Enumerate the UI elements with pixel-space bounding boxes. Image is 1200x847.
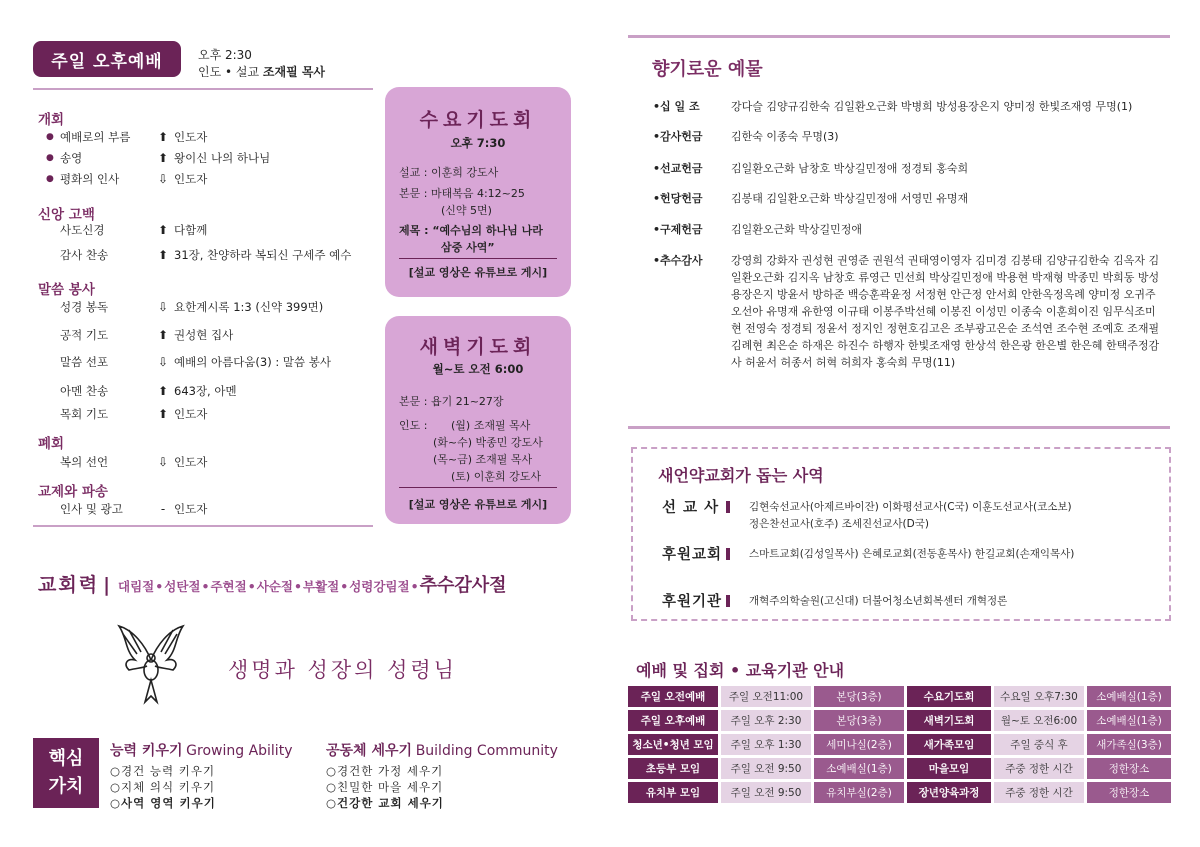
text-value: 마태복음 4:12~25 <box>430 187 525 200</box>
offering-type: •선교헌금 <box>653 162 703 175</box>
dawn-lead-3: (목~금) 조재필 목사 <box>433 453 533 466</box>
schedule-cell: 마을모임 <box>907 758 991 779</box>
schedule-cell: 유치부 모임 <box>628 782 718 803</box>
schedule-row <box>628 734 1171 755</box>
leader-name: 조재필 목사 <box>262 65 326 79</box>
order-row <box>46 500 207 518</box>
mission-bar <box>726 501 730 513</box>
row-label: 말씀 선포 <box>60 355 109 369</box>
mission-line1: 김현숙선교사(아제르바이잔) 이화평선교사(C국) 이훈도선교사(코소보) <box>749 501 1072 513</box>
dawn-lead-label: 인도 : <box>399 419 428 432</box>
schedule-cell: 수요기도회 <box>907 686 991 707</box>
dawn-lead-4: (토) 이훈희 강도사 <box>451 470 541 483</box>
row-bullet: ● <box>46 174 54 184</box>
schedule-cell: 주일 중식 후 <box>994 734 1084 755</box>
row-label: 공적 기도 <box>60 328 109 342</box>
schedule-cell: 주일 오후 1:30 <box>721 734 811 755</box>
section-title-0: 개회 <box>38 112 65 128</box>
section-title-4: 교제와 파송 <box>38 484 108 500</box>
row-value: 왕이신 나의 하나님 <box>174 151 271 165</box>
mission-top-dash <box>631 447 1171 449</box>
row-mark: ⇩ <box>157 300 169 314</box>
offering-row <box>653 128 1161 145</box>
offerings-bottom-rule <box>628 426 1170 429</box>
offerings-top-rule <box>628 35 1170 38</box>
offering-type: •구제헌금 <box>653 223 703 236</box>
schedule-cell: 주일 오전 9:50 <box>721 758 811 779</box>
schedule-row <box>628 710 1171 731</box>
dawn-lead-1: (월) 조재필 목사 <box>451 419 531 432</box>
wednesday-time: 오후 7:30 <box>450 136 506 150</box>
row-value: 인도자 <box>174 455 208 469</box>
mission-label: 후원기관 <box>662 594 723 610</box>
order-divider-bottom <box>33 525 373 527</box>
row-mark: ⇩ <box>157 355 169 369</box>
wednesday-text <box>399 185 525 201</box>
service-title-pill: 주일 오후예배 <box>33 41 181 77</box>
order-row <box>46 128 207 146</box>
order-row <box>46 298 323 316</box>
offering-names: 강영희 강화자 권성현 권영준 권원석 권태영이영자 김미경 김봉태 김양규김한숙 김옥자 김일환오근화 김지옥 남창호 류영근 민선희 박상길민정애 박용현 박재형 박종민 박희동 방성용장은지 방윤서 방하준 백승훈곽윤정 서정현 안근정 안서희 안한옥정옥례 양미정 오귀주 오선아 유명재 유한영 이규태 이봉주박선혜 이봉진 이성민 이종숙 이훈희이진 임무식조미현 전영숙 정경퇴 정윤서 정지인 정현호김고은 조부광고은순 조석연 조수현 조예호 조재필김례현 최은순 하재은 하진수 하행자 한빛조재영 한상석 한은광 한은별 한은혜 한택주정감사 허윤서 허종서 허혁 허희자 홍숙희 무명(11) <box>731 254 1160 369</box>
service-time: 오후 2:30 <box>198 48 252 62</box>
col2-en: Building Community <box>415 743 558 759</box>
calendar-sep: • <box>410 579 419 594</box>
row-value: 다함께 <box>174 223 208 237</box>
row-label: 인사 및 광고 <box>60 502 123 516</box>
schedule-cell: 유치부실(2층) <box>814 782 904 803</box>
schedule-cell: 소예배실(1층) <box>1087 686 1171 707</box>
dawn-lead-2: (화~수) 박종민 강도사 <box>433 436 543 449</box>
schedule-cell: 소예배실(1층) <box>814 758 904 779</box>
calendar-item: 성탄절 <box>164 579 201 594</box>
schedule-cell: 소예배실(1층) <box>1087 710 1171 731</box>
dawn-note: [설교 영상은 유튜브로 게시] <box>408 498 548 511</box>
calendar-items <box>118 577 420 595</box>
schedule-cell: 수요일 오후7:30 <box>994 686 1084 707</box>
schedule-cell: 월~토 오전6:00 <box>994 710 1084 731</box>
schedule-cell: 본당(3층) <box>814 710 904 731</box>
section-title-1: 신앙 고백 <box>38 207 95 223</box>
row-value: 인도자 <box>174 502 208 516</box>
core-values-badge <box>33 738 99 808</box>
calendar-sep: • <box>293 579 302 594</box>
order-row <box>46 353 331 371</box>
offering-names: 김일환오근화 박상길민정애 <box>731 223 863 236</box>
offerings-title: 향기로운 예물 <box>652 59 763 80</box>
col2-item-3: ○건강한 교회 세우기 <box>326 796 444 810</box>
section-title-2: 말씀 봉사 <box>38 282 95 298</box>
wednesday-subject2: 삼중 사역” <box>441 241 495 254</box>
row-mark: ⬆ <box>157 151 169 165</box>
row-bullet: ● <box>46 132 54 142</box>
schedule-cell: 정한장소 <box>1087 758 1171 779</box>
offering-row <box>653 190 1161 207</box>
dawn-prayer-card <box>385 316 571 524</box>
row-value: 643장, 아멘 <box>174 384 237 398</box>
wednesday-preacher <box>399 164 498 180</box>
mission-line1: 개혁주의학술원(고신대) 더불어청소년회복센터 개혁정론 <box>749 595 1008 607</box>
row-label: 목회 기도 <box>60 407 109 421</box>
row-label: 복의 선언 <box>60 455 109 469</box>
col1-title: 능력 키우기 <box>110 743 183 759</box>
preacher-name: 이훈희 강도사 <box>430 166 499 179</box>
dawn-text-label: 본문 : <box>399 395 428 408</box>
row-mark: ⬆ <box>157 223 169 237</box>
order-row <box>46 149 270 167</box>
schedule-cell: 정한장소 <box>1087 782 1171 803</box>
calendar-item: 대림절 <box>118 579 155 594</box>
schedule-cell: 주일 오전11:00 <box>721 686 811 707</box>
row-label: 성경 봉독 <box>60 300 109 314</box>
leader-prefix: 인도 • 설교 <box>198 65 263 79</box>
service-divider <box>33 88 373 90</box>
offering-type: •헌당헌금 <box>653 192 703 205</box>
calendar-highlight: 추수감사절 <box>419 575 507 596</box>
row-mark: - <box>160 502 166 516</box>
row-mark: ⬆ <box>157 130 169 144</box>
schedule-row <box>628 686 1171 707</box>
row-mark: ⇩ <box>157 172 169 186</box>
service-leader <box>198 63 325 80</box>
calendar-sep: • <box>247 579 256 594</box>
row-mark: ⇩ <box>157 455 169 469</box>
mission-line2: 정은찬선교사(호주) 조세진선교사(D국) <box>749 518 929 530</box>
col1-item-2: ○지체 의식 키우기 <box>110 780 216 794</box>
dawn-time: 월~토 오전 6:00 <box>432 362 524 376</box>
schedule-cell: 주일 오전예배 <box>628 686 718 707</box>
calendar-item: 부활절 <box>302 579 340 594</box>
row-label: 사도신경 <box>60 223 105 237</box>
row-label: 감사 찬송 <box>60 248 109 262</box>
subject-label: 제목 : <box>399 224 429 237</box>
schedule-cell: 주일 오전 9:50 <box>721 782 811 803</box>
col2-item-1: ○경건한 가정 세우기 <box>326 764 444 778</box>
section-title-3: 폐회 <box>38 436 65 452</box>
wednesday-prayer-card <box>385 87 571 297</box>
row-label: 아멘 찬송 <box>60 384 109 398</box>
subject-line1: “예수님의 하나님 나라 <box>432 224 543 237</box>
dove-icon <box>115 620 187 710</box>
row-value: 인도자 <box>174 407 208 421</box>
row-value: 요한계시록 1:3 (신약 399면) <box>174 300 324 314</box>
mission-label: 선 교 사 <box>662 500 720 516</box>
row-bullet: ● <box>46 153 54 163</box>
wednesday-title: 수요기도회 <box>419 109 537 131</box>
row-label: 예배로의 부름 <box>60 130 131 144</box>
calendar-sep: • <box>155 579 164 594</box>
text-label: 본문 : <box>399 187 428 200</box>
row-value: 예배의 아름다움(3) : 말씀 봉사 <box>174 355 331 369</box>
mission-label: 후원교회 <box>662 547 723 563</box>
offering-names: 김봉태 김일환오근화 박상길민정애 서영민 유명재 <box>731 192 969 205</box>
offering-names: 강다슬 김양규김한숙 김일환오근화 박병희 방성용장은지 양미정 한빛조재영 무명(1) <box>731 100 1133 113</box>
theme-text: 생명과 성장의 성령님 <box>228 658 457 682</box>
schedule-cell: 새가족모임 <box>907 734 991 755</box>
row-label: 평화의 인사 <box>60 172 120 186</box>
offering-row <box>653 160 1161 177</box>
wednesday-rule <box>399 258 557 259</box>
calendar-sep: • <box>340 579 349 594</box>
mission-bar <box>726 548 730 560</box>
schedule-cell: 주중 정한 시간 <box>994 782 1084 803</box>
order-row <box>46 453 207 471</box>
order-row <box>46 382 237 400</box>
order-row <box>46 221 207 239</box>
row-value: 인도자 <box>174 172 208 186</box>
schedule-row <box>628 782 1171 803</box>
order-row <box>46 405 207 423</box>
calendar-item: 주현절 <box>210 579 247 594</box>
row-label: 송영 <box>60 151 83 165</box>
offering-row <box>653 221 1161 238</box>
row-value: 31장, 찬양하라 복되신 구세주 예수 <box>174 248 352 262</box>
offering-names: 김일환오근화 남창호 박상길민정애 정경퇴 홍숙희 <box>731 162 969 175</box>
wednesday-text2: (신약 5면) <box>441 204 492 217</box>
row-value: 권성현 집사 <box>174 328 234 342</box>
order-row <box>46 170 207 188</box>
calendar-bar: | <box>103 574 111 596</box>
core-col2 <box>326 740 558 811</box>
schedule-cell: 세미나실(2층) <box>814 734 904 755</box>
mission-line1: 스마트교회(김성일목사) 은혜로교회(전동훈목사) 한길교회(손재익목사) <box>749 548 1075 560</box>
wednesday-subject <box>399 222 543 238</box>
row-mark: ⬆ <box>157 248 169 262</box>
offering-row <box>653 98 1161 115</box>
row-mark: ⬆ <box>157 407 169 421</box>
row-value: 인도자 <box>174 130 208 144</box>
calendar-sep: • <box>201 579 210 594</box>
col1-item-3: ○사역 영역 키우기 <box>110 796 216 810</box>
dawn-title: 새벽기도회 <box>419 336 537 358</box>
col1-item-1: ○경건 능력 키우기 <box>110 764 216 778</box>
schedule-title: 예배 및 집회 • 교육기관 안내 <box>636 661 845 680</box>
offering-type: •추수감사 <box>653 254 703 267</box>
offering-type: •감사헌금 <box>653 130 703 143</box>
mission-bar <box>726 595 730 607</box>
schedule-table <box>625 683 1174 806</box>
order-row <box>46 326 233 344</box>
dawn-rule <box>399 487 557 488</box>
col2-item-2: ○친밀한 마을 세우기 <box>326 780 444 794</box>
col1-en: Growing Ability <box>186 743 293 759</box>
wednesday-note: [설교 영상은 유튜브로 게시] <box>408 266 548 279</box>
schedule-cell: 주일 오후예배 <box>628 710 718 731</box>
col2-title: 공동체 세우기 <box>326 743 413 759</box>
order-row <box>46 246 351 264</box>
calendar-item: 사순절 <box>256 579 293 594</box>
calendar-item: 성령강림절 <box>349 579 410 594</box>
dawn-text-value: 욥기 21~27장 <box>430 395 504 408</box>
schedule-cell: 새벽기도회 <box>907 710 991 731</box>
church-calendar <box>38 570 507 597</box>
schedule-cell: 주중 정한 시간 <box>994 758 1084 779</box>
offering-row <box>653 252 1161 371</box>
offering-names: 김한숙 이종숙 무명(3) <box>731 130 839 143</box>
schedule-cell: 새가족실(3층) <box>1087 734 1171 755</box>
offering-type: •십 일 조 <box>653 100 700 113</box>
schedule-cell: 초등부 모임 <box>628 758 718 779</box>
schedule-cell: 청소년•청년 모임 <box>628 734 718 755</box>
preacher-label: 설교 : <box>399 166 428 179</box>
mission-title: 새언약교회가 돕는 사역 <box>658 466 824 485</box>
schedule-cell: 주일 오후 2:30 <box>721 710 811 731</box>
row-mark: ⬆ <box>157 384 169 398</box>
core-values-badge-text: 핵심 가치 <box>48 748 84 797</box>
core-col1 <box>110 740 292 811</box>
calendar-label: 교회력 <box>38 574 100 596</box>
dawn-text <box>399 393 504 409</box>
schedule-row <box>628 758 1171 779</box>
schedule-cell: 본당(3층) <box>814 686 904 707</box>
schedule-cell: 장년양육과정 <box>907 782 991 803</box>
row-mark: ⬆ <box>157 328 169 342</box>
